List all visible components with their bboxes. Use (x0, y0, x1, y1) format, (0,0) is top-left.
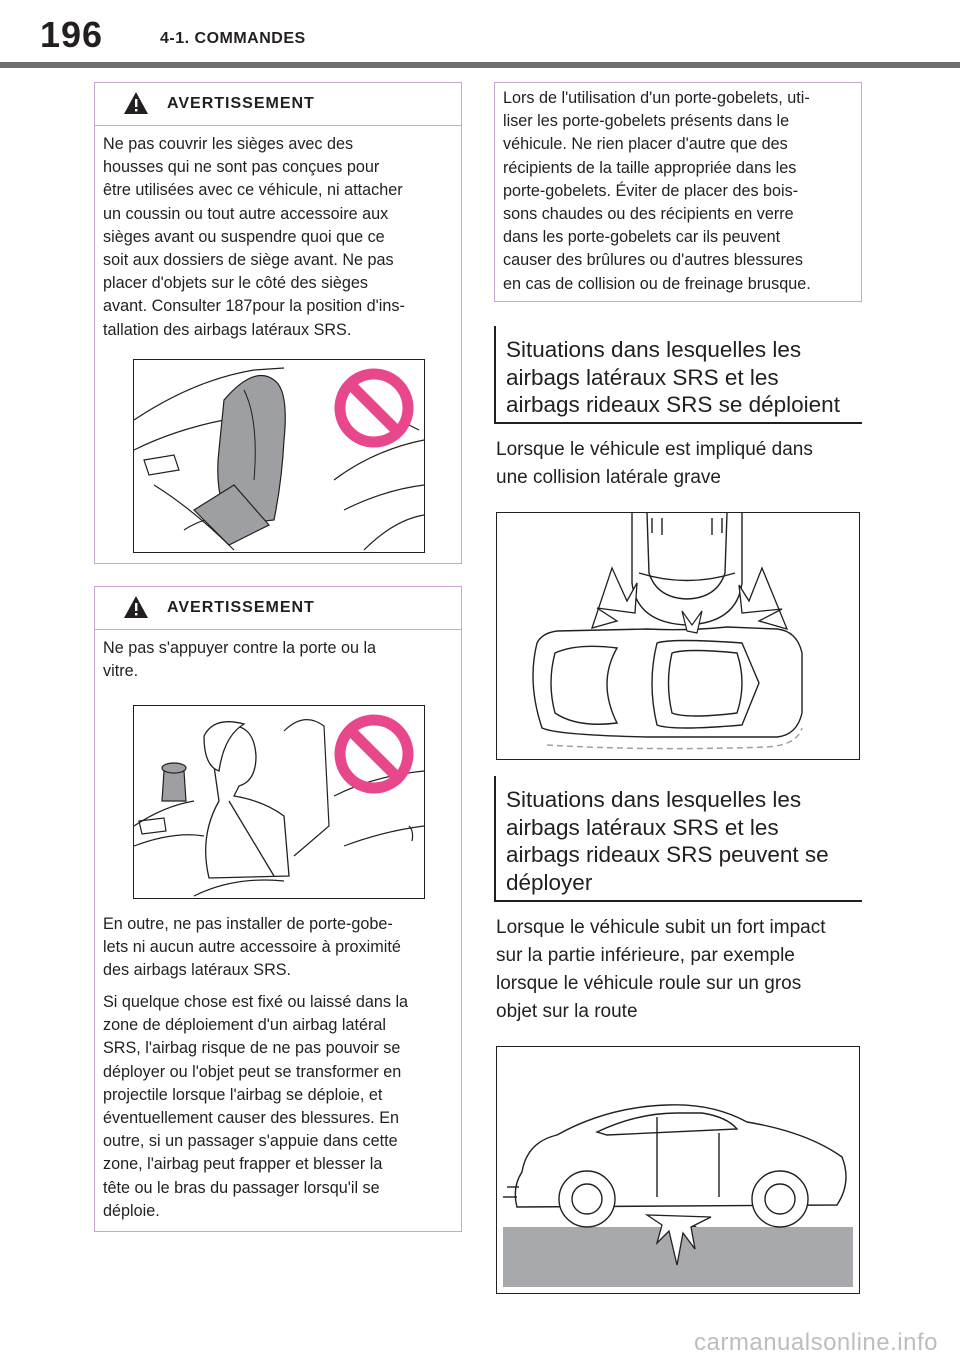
prohibition-icon (340, 374, 408, 442)
warning-box-cup-holders (494, 82, 862, 302)
warning-text: Lors de l'utilisation d'un porte-gobelets, uti- liser les porte-gobelets présents dans le véhicule. Ne rien placer d'autre que des récipients de la taille appropriée dans les porte-gobelets. Éviter de placer des bois- sons chaudes ou des récipients en verre dans les porte-gobelets car ils peuvent causer des brûlures ou d'autres blessures en cas de collision ou de freinage brusque. (503, 89, 811, 293)
section-body-deploy: Lorsque le véhicule est impliqué dans une collision latérale grave (496, 439, 813, 488)
illustration-seat-cover (133, 359, 425, 553)
warning-text: Ne pas couvrir les sièges avec des housses qui ne sont pas conçues pour être utilisées avec ce véhicule, ni attacher un coussin ou tout autre accessoire aux sièges avant ou suspendre quoi que ce soit aux dossiers de siège avant. Ne pas placer d'objets sur le côté des sièges avant. Consulter 187pour la position d'ins- tallation des airbags latéraux SRS. (103, 135, 405, 339)
warning-header (95, 83, 461, 126)
warning-header (95, 587, 461, 630)
section-heading-may-deploy: Situations dans lesquelles les airbags latéraux SRS et les airbags rideaux SRS peuvent se déployer (494, 776, 862, 902)
warning-paragraph-3: Si quelque chose est fixé ou laissé dans la zone de déploiement d'un airbag latéral SRS, l'airbag risque de ne pas pouvoir se déployer ou l'objet peut se transformer en projectile lorsque l'airbag se déploie, et éventuellement causer des blessures. En outre, si un passager s'appuie dans cette zone, l'airbag peut frapper et blesser la tête ou le bras du passager lorsqu'il se déploie. (103, 993, 409, 1220)
warning-triangle-icon (123, 595, 149, 619)
warning-box-seat-covers (94, 82, 462, 564)
warning-title: AVERTISSEMENT (167, 599, 315, 616)
warning-text: Ne pas s'appuyer contre la porte ou la vitre. (103, 639, 377, 681)
illustration-underbody-impact (496, 1046, 860, 1294)
warning-box-door-lean (94, 586, 462, 1232)
illustration-side-collision (496, 512, 860, 760)
section-body-may-deploy: Lorsque le véhicule subit un fort impact sur la partie inférieure, par exemple lorsque le véhicule roule sur un gros objet sur la route (496, 917, 826, 1022)
side-collision-drawing (497, 513, 859, 759)
warning-paragraph-2: En outre, ne pas installer de porte-gobe- lets ni aucun autre accessoire à proximité des airbags latéraux SRS. (103, 915, 401, 980)
underbody-impact-drawing (497, 1047, 859, 1293)
warning-title: AVERTISSEMENT (167, 95, 315, 112)
warning-triangle-icon (123, 91, 149, 115)
page-number: 196 (40, 14, 104, 55)
watermark: carmanualsonline.info (694, 1329, 938, 1356)
header-rule (0, 62, 960, 68)
section-heading-deploy: Situations dans lesquelles les airbags latéraux SRS et les airbags rideaux SRS se déploient (494, 326, 862, 424)
illustration-leaning-passenger (133, 705, 425, 899)
section-title: 4-1. COMMANDES (160, 30, 306, 47)
prohibition-icon (340, 720, 408, 788)
seat-cover-drawing (134, 360, 424, 552)
leaning-passenger-drawing (134, 706, 424, 898)
